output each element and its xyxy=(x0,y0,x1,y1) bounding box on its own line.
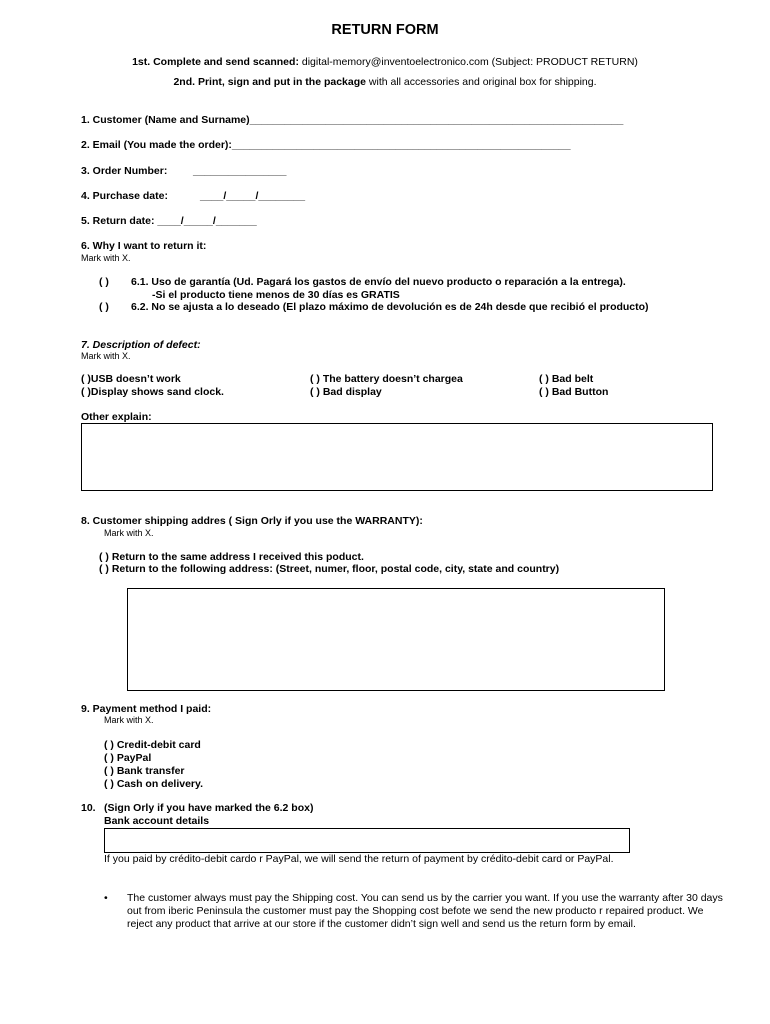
defect-battery-checkbox[interactable]: ( ) The battery doesn’t chargea xyxy=(310,373,463,385)
section10-number: 10. xyxy=(81,802,96,814)
section6-hint: Mark with X. xyxy=(81,253,131,263)
shipping-cost-note: The customer always must pay the Shipping cost. You can send us by the carrier you want. If you use the warranty after 30 days out from iberic Peninsula the customer must pay the Shopping cost befote we send the new producto r repaired product. We reject any product that arrive at our store if the customer didn’t sign well and send us the return form by email. xyxy=(127,892,723,930)
section10-note: If you paid by crédito-debit cardo r PayPal, we will send the return of payment by crédito-debit card or PayPal. xyxy=(104,853,614,865)
payment-paypal-option[interactable]: ( ) PayPal xyxy=(104,752,152,764)
section7-hint: Mark with X. xyxy=(81,351,131,361)
intro-line-1-bold: 1st. Complete and send scanned: xyxy=(132,56,299,68)
section6-heading: 6. Why I want to return it: xyxy=(81,240,207,252)
section6-opt2-label: 6.2. No se ajusta a lo deseado (El plazo máximo de devolución es de 24h desde que recibió el producto) xyxy=(131,301,649,313)
section7-heading: 7. Description of defect: xyxy=(81,339,201,351)
section8-hint: Mark with X. xyxy=(104,528,154,538)
other-explain-label: Other explain: xyxy=(81,411,152,423)
intro-line-1 xyxy=(0,56,770,68)
purchase-date-field[interactable]: ____/_____/________ xyxy=(200,190,306,202)
form-title: RETURN FORM xyxy=(331,22,439,38)
section10-heading: (Sign Orly if you have marked the 6.2 box) xyxy=(104,802,314,814)
order-number-field[interactable]: ________________ xyxy=(193,165,287,177)
email-field[interactable]: 2. Email (You made the order):__________________________________________________________ xyxy=(81,139,571,151)
section6-opt1-sublabel: -Si el producto tiene menos de 30 días es GRATIS xyxy=(152,289,400,301)
section6-opt2-checkbox[interactable]: ( ) xyxy=(99,301,109,313)
payment-credit-debit-option[interactable]: ( ) Credit-debit card xyxy=(104,739,201,751)
section10-subheading: Bank account details xyxy=(104,815,210,827)
section6-opt1-label: 6.1. Uso de garantía (Ud. Pagará los gastos de envío del nuevo producto o reparación a la entrega). xyxy=(131,276,626,288)
return-same-address-option[interactable]: ( ) Return to the same address I received this poduct. xyxy=(99,551,364,563)
customer-name-field[interactable]: 1. Customer (Name and Surname)________________________________________________________________ xyxy=(81,114,624,126)
payment-bank-transfer-option[interactable]: ( ) Bank transfer xyxy=(104,765,185,777)
intro-line-1-rest: digital-memory@inventoelectronico.com (Subject: PRODUCT RETURN) xyxy=(298,56,638,68)
purchase-date-label: 4. Purchase date: xyxy=(81,190,168,202)
order-number-label: 3. Order Number: xyxy=(81,165,168,177)
payment-cash-option[interactable]: ( ) Cash on delivery. xyxy=(104,778,203,790)
defect-bad-belt-checkbox[interactable]: ( ) Bad belt xyxy=(539,373,594,385)
bank-account-input[interactable] xyxy=(104,828,630,853)
section9-hint: Mark with X. xyxy=(104,715,154,725)
other-explain-textarea[interactable] xyxy=(81,423,713,491)
defect-bad-display-checkbox[interactable]: ( ) Bad display xyxy=(310,386,382,398)
bullet-marker: • xyxy=(104,892,108,904)
section8-heading: 8. Customer shipping addres ( Sign Orly if you use the WARRANTY): xyxy=(81,515,423,527)
defect-usb-checkbox[interactable]: ( )USB doesn’t work xyxy=(81,373,181,385)
return-other-address-option[interactable]: ( ) Return to the following address: (Street, numer, floor, postal code, city, state and country) xyxy=(99,563,560,575)
intro-line-2-bold: 2nd. Print, sign and put in the package xyxy=(173,76,366,88)
intro-line-2 xyxy=(0,76,770,88)
section9-heading: 9. Payment method I paid: xyxy=(81,703,212,715)
defect-display-clock-checkbox[interactable]: ( )Display shows sand clock. xyxy=(81,386,224,398)
section6-opt1-checkbox[interactable]: ( ) xyxy=(99,276,109,288)
return-address-textarea[interactable] xyxy=(127,588,665,691)
intro-line-2-rest: with all accessories and original box for shipping. xyxy=(365,76,597,88)
return-date-field[interactable]: 5. Return date: ____/_____/_______ xyxy=(81,215,257,227)
defect-bad-button-checkbox[interactable]: ( ) Bad Button xyxy=(539,386,609,398)
